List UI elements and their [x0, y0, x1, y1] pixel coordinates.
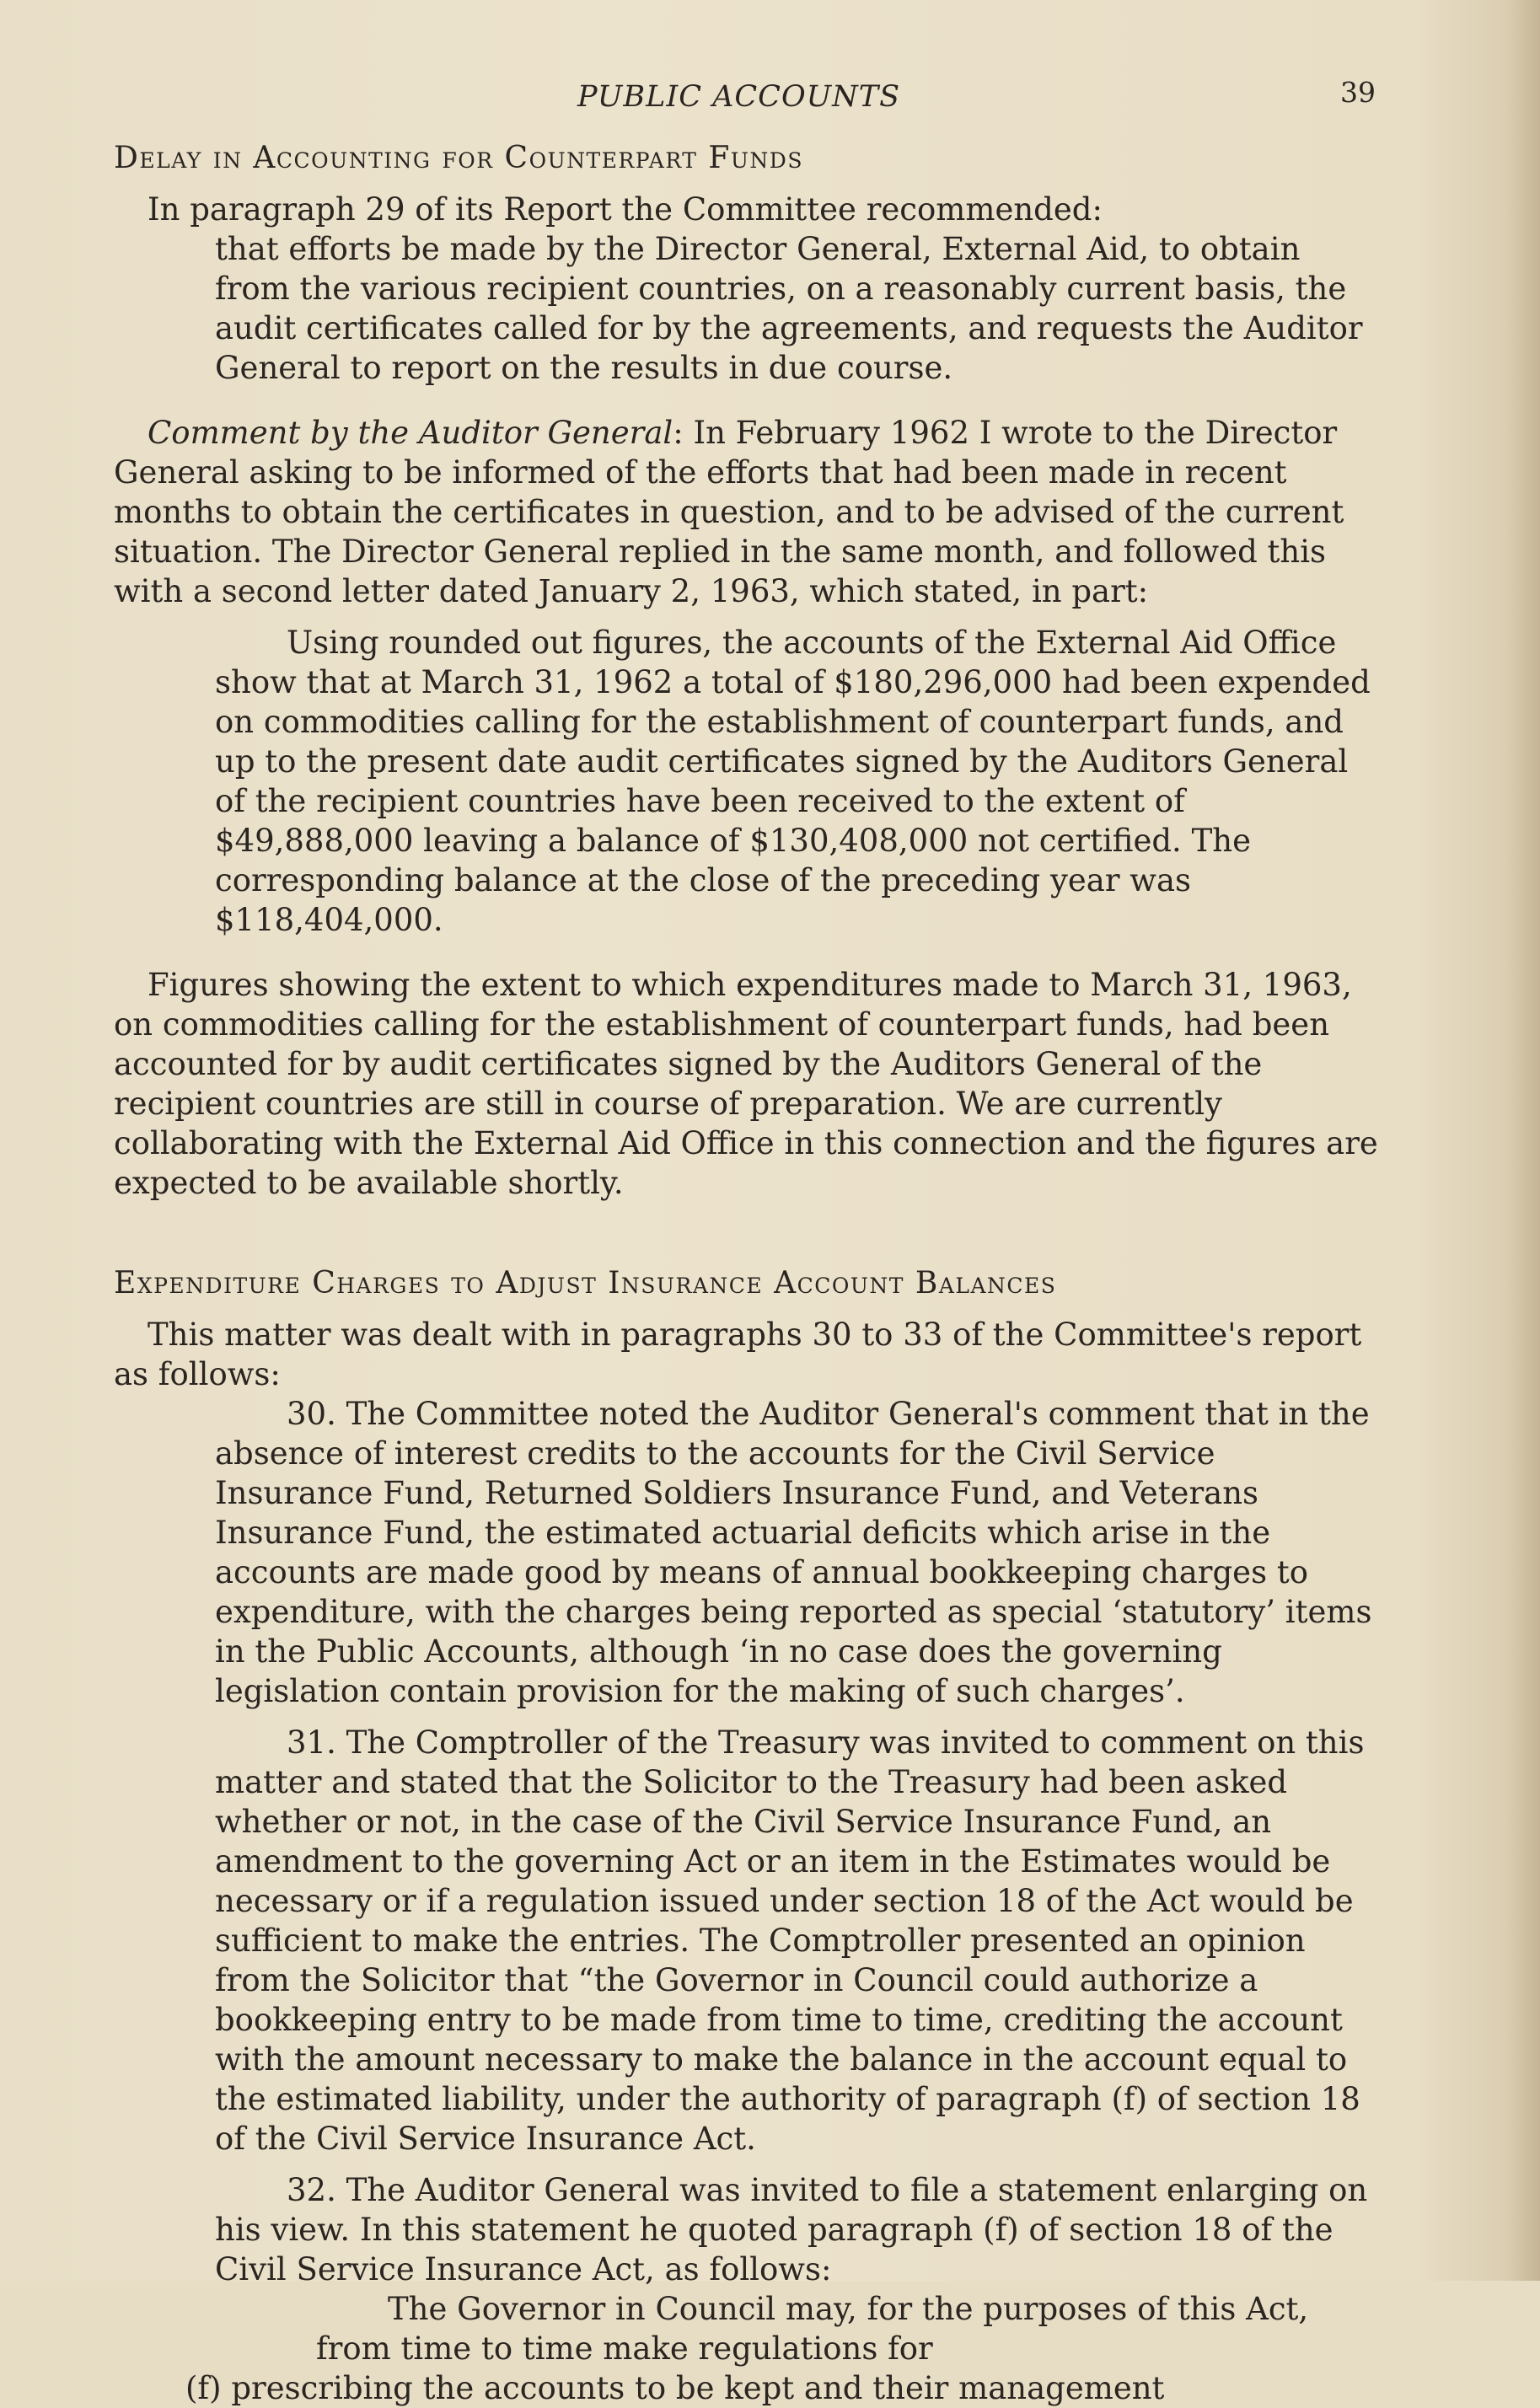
committee-recommendation-quote: that efforts be made by the Director General, External Aid, to obtain from the various recipient countries, on a reasonably current basis, the audit certificates called for by the agreements, and requests the Auditor General to report on the results in due course.: [215, 231, 1363, 386]
committee-paragraph-31: 31. The Comptroller of the Treasury was invited to comment on this matter and stated that the Solicitor to the Treasury had been asked whether or not, in the case of the Civil Service Insurance Fund, an amendment to the governing Act or an item in the Estimates would be necessary or if a regulation issued under section 18 of the Act would be sufficient to make the entries. The Comptroller presented an opinion from the Solicitor that “the Governor in Council could authorize a bookkeeping entry to be made from time to time, crediting the account with the amount necessary to make the balance in the account equal to the estimated liability, under the authority of paragraph (f) of section 18 of the Civil Service Insurance Act.: [215, 1724, 1365, 2157]
paragraph-intro-insurance: This matter was dealt with in paragraphs 30 to 33 of the Committee's report as follows:: [114, 1317, 1362, 1392]
closing-paragraph: Figures showing the extent to which expenditures made to March 31, 1963, on commodities calling for the establishment of counterpart funds, had been accounted for by audit certificates signed by the Auditors General of the recipient countries are still in course of preparation. We are currently collaborating with the External Aid Office in this connection and the figures are expected to be available shortly.: [114, 967, 1378, 1201]
regulation-paragraph-f: (f) prescribing the accounts to be kept and their management: [185, 2370, 1165, 2406]
section-heading-insurance-balances: Expenditure Charges to Adjust Insurance Account Balances: [114, 1266, 1057, 1301]
comment-label: Comment by the Auditor General: [148, 415, 673, 451]
auditor-comment-paragraph: [114, 413, 1378, 611]
committee-paragraph-30: 30. The Committee noted the Auditor General's comment that in the absence of interest credits to the accounts for the Civil Service Insurance Fund, Returned Soldiers Insurance Fund, and Veterans Insurance Fund, the estimated actuarial deficits which arise in the accounts are made good by means of annual bookkeeping charges to expenditure, with the charges being reported as special ‘statutory’ items in the Public Accounts, although ‘in no case does the governing legislation contain provision for the making of such charges’.: [215, 1396, 1372, 1709]
committee-paragraph-32: 32. The Auditor General was invited to file a statement enlarging on his view. In this statement he quoted paragraph (f) of section 18 of the Civil Service Insurance Act, as follows:: [215, 2172, 1368, 2287]
director-letter-quote: Using rounded out figures, the accounts of the External Aid Office show that at March 31, 1962 a total of $180,296,000 had been expended on commodities calling for the establishment of counterpart funds, and up to the present date audit certificates signed by the Auditors General of the recipient countries have been received to the extent of $49,888,000 leaving a balance of $130,408,000 not certified. The corresponding balance at the close of the preceding year was $118,404,000.: [215, 625, 1371, 938]
text-column: [114, 0, 1378, 2408]
comment-text: : In February 1962 I wrote to the Director General asking to be informed of the efforts that had been made in recent months to obtain the certificates in question, and to be advised of the current situation. The Director General replied in the same month, and followed this with a second letter dated January 2, 1963, which stated, in part:: [114, 415, 1344, 609]
section-heading-counterpart-funds: Delay in Accounting for Counterpart Funds: [114, 141, 803, 175]
running-header: [114, 0, 1378, 126]
running-title: PUBLIC ACCOUNTS: [577, 80, 901, 114]
regulation-intro: The Governor in Council may, for the purposes of this Act, from time to time make regulations for: [316, 2291, 1309, 2367]
book-spine-shadow: [1506, 0, 1540, 2281]
paragraph-intro: In paragraph 29 of its Report the Committee recommended:: [148, 191, 1103, 228]
page-number: 39: [1340, 76, 1376, 109]
